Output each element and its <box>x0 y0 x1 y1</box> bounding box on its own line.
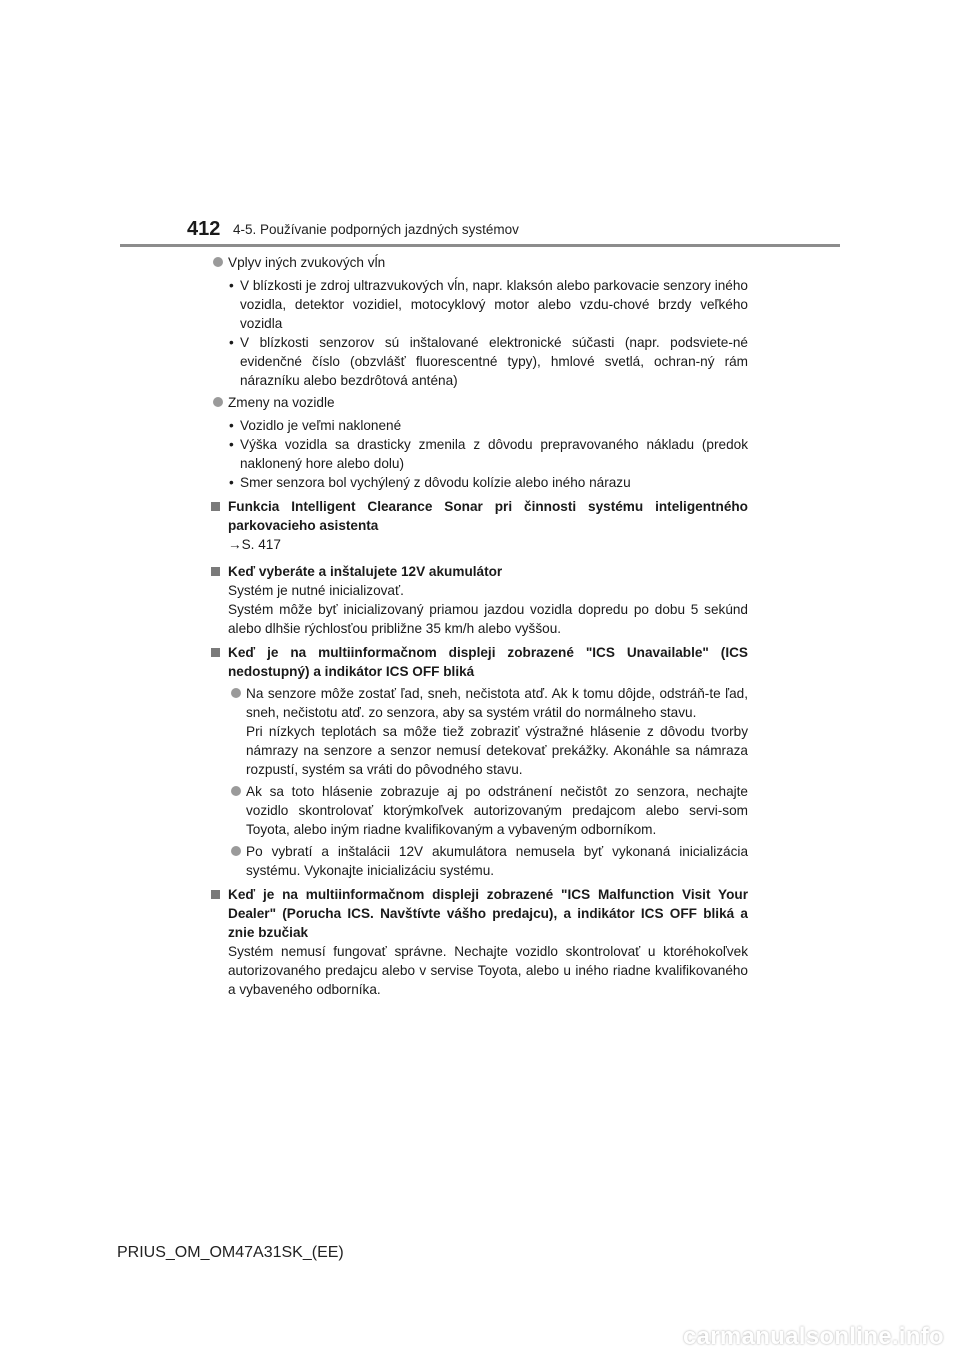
bullet-text-continued: Pri nízkych teplotách sa môže tiež zobraziť výstražné hlásenie z dôvodu tvorby námrazy na senzore a senzor nemusí detekovať prekážky. Akonáhle sa námraza rozpustí, systém sa vráti do pôvodného stavu. <box>246 724 748 777</box>
sub-item <box>210 333 748 390</box>
bullet-dot-icon: • <box>229 278 234 293</box>
page-reference-text: S. 417 <box>241 537 281 552</box>
section-heading-intelligent-clearance-sonar <box>210 497 748 535</box>
bullet-text: Na senzore môže zostať ľad, sneh, nečistota atď. Ak k tomu dôjde, odstráň-te ľad, sneh, nečistotu atď. zo senzora, aby sa systém vrátil do normálneho stavu. <box>246 686 748 720</box>
section-heading-text: Funkcia Intelligent Clearance Sonar pri činnosti systému inteligentného parkovacieho asistenta <box>228 499 748 533</box>
section-heading-text: Keď je na multiinformačnom displeji zobrazené "ICS Malfunction Visit Your Dealer" (Porucha ICS. Navštívte vášho predajcu), a indikátor ICS OFF bliká a znie bzučiak <box>228 887 748 940</box>
bullet-item <box>228 684 748 779</box>
bullet-dot-icon: • <box>229 418 234 433</box>
bullet-text: Ak sa toto hlásenie zobrazuje aj po odstránení nečistôt zo senzora, nechajte vozidlo skontrolovať ktorýmkoľvek autorizovaným predajcom alebo servi-som Toyota, alebo iným riadne kvalifikovaným a vybaveným odborníkom. <box>246 784 748 837</box>
square-bullet-icon <box>211 567 220 576</box>
square-bullet-icon <box>211 502 220 511</box>
sub-item <box>210 416 748 435</box>
sub-item <box>210 276 748 333</box>
bullet-item-other-sound-waves <box>210 253 748 272</box>
bullet-dot-icon: • <box>229 335 234 350</box>
bullet-title: Zmeny na vozidle <box>228 395 335 410</box>
sub-item-text: Smer senzora bol vychýlený z dôvodu kolízie alebo iného nárazu <box>240 475 631 490</box>
sub-item-text: Vozidlo je veľmi naklonené <box>240 418 402 433</box>
section-heading-12v-battery <box>210 562 748 581</box>
section-heading-ics-unavailable <box>210 643 748 681</box>
sub-item-text: V blízkosti je zdroj ultrazvukových vĺn, napr. klaksón alebo parkovacie senzory iného vozidla, detektor vozidiel, motocyklový motor alebo vzdu-chové brzdy veľkého vozidla <box>240 278 748 331</box>
circle-bullet-icon <box>231 688 241 698</box>
bullet-item-vehicle-changes <box>210 393 748 412</box>
circle-bullet-icon <box>231 786 241 796</box>
section-title: 4-5. Používanie podporných jazdných systémov <box>233 222 519 237</box>
bullet-text: Po vybratí a inštalácii 12V akumulátora nemusela byť vykonaná inicializácia systému. Vykonajte inicializáciu systému. <box>246 844 748 878</box>
sub-item <box>210 473 748 492</box>
arrow-right-icon: → <box>228 537 242 552</box>
page-reference[interactable] <box>210 535 748 554</box>
page-content <box>210 253 748 999</box>
section-heading-text: Keď je na multiinformačnom displeji zobrazené "ICS Unavailable" (ICS nedostupný) a indikátor ICS OFF bliká <box>228 645 748 679</box>
circle-bullet-icon <box>213 397 223 407</box>
header-rule <box>120 244 840 247</box>
bullet-dot-icon: • <box>229 437 234 452</box>
paragraph: Systém nemusí fungovať správne. Nechajte vozidlo skontrolovať u ktoréhokoľvek autorizovaného predajcu alebo v servise Toyota, alebo u iného riadne kvalifikovaného a vybaveného odborníka. <box>228 944 748 997</box>
sub-item <box>210 435 748 473</box>
square-bullet-icon <box>211 890 220 899</box>
section-heading-text: Keď vyberáte a inštalujete 12V akumulátor <box>228 564 503 579</box>
paragraph: Systém môže byť inicializovaný priamou jazdou vozidla dopredu po dobu 5 sekúnd alebo dlhšie rýchlosťou približne 35 km/h alebo vyššou. <box>228 602 748 636</box>
section-heading-ics-malfunction <box>210 885 748 942</box>
circle-bullet-icon <box>231 846 241 856</box>
square-bullet-icon <box>211 648 220 657</box>
paragraph: Systém je nutné inicializovať. <box>228 583 404 598</box>
sub-item-text: Výška vozidla sa drasticky zmenila z dôvodu prepravovaného nákladu (predok naklonený hore alebo dolu) <box>240 437 748 471</box>
page-number: 412 <box>187 218 221 240</box>
bullet-item <box>228 842 748 880</box>
watermark: carmanualsonline.info <box>682 1323 944 1350</box>
sub-item-text: V blízkosti senzorov sú inštalované elektronické súčasti (napr. podsviete-né evidenčné číslo (obzvlášť fluorescentné typy), hmlové svetlá, ochran-ný rám nárazníku alebo bezdrôtová anténa) <box>240 335 748 388</box>
bullet-title: Vplyv iných zvukových vĺn <box>228 255 386 270</box>
circle-bullet-icon <box>213 257 223 267</box>
bullet-item <box>228 782 748 839</box>
document-code: PRIUS_OM_OM47A31SK_(EE) <box>117 1244 344 1261</box>
bullet-dot-icon: • <box>229 475 234 490</box>
